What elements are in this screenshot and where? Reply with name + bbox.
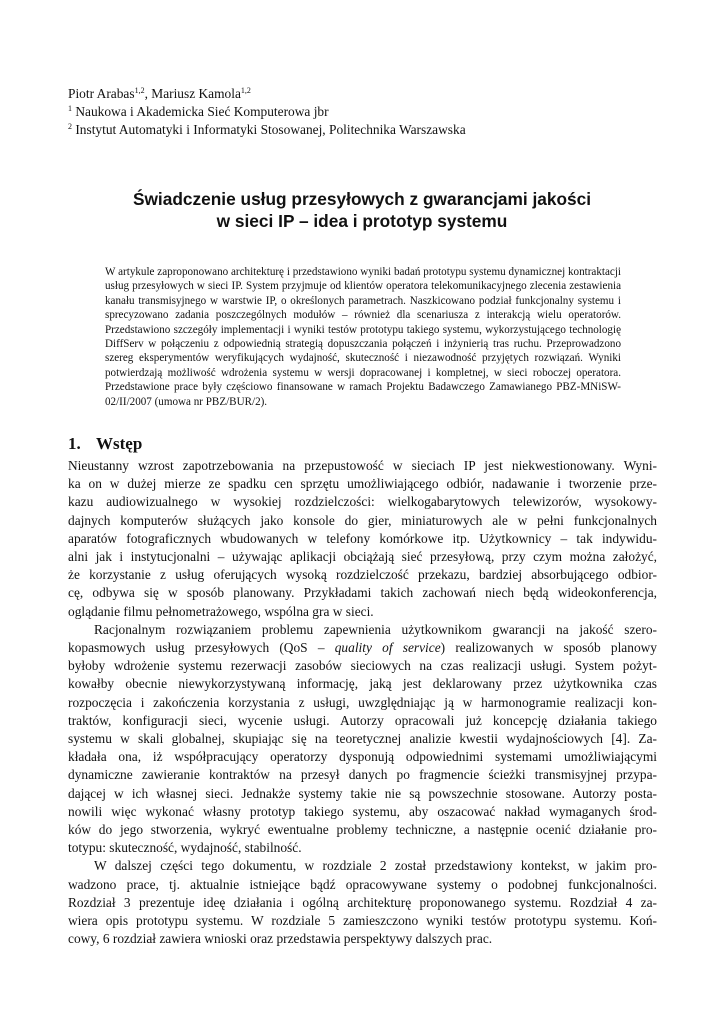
text-line: alni jak i instytucjonalni – używając aplikacji obciążają sieć przesyłową, przy czym można założyć, xyxy=(68,549,657,565)
abstract: W artykule zaproponowano architekturę i przedstawiono wyniki badań prototypu systemu dynamicznej kontraktacji usług przesyłowych w sieci IP. System przyjmuje od klientów operatora telekomunikacyjnego zlecenia zestawienia kanału transmisyjnego w warstwie IP, o określonych parametrach. Naszkicowano podział funkcjonalny systemu i sprecyzowano zadania poszczególnych modułów – również dla scenariusza z interakcją wielu operatorów. Przedstawiono szczegóły implementacji i wyniki testów prototypu takiego systemu, wykorzystującego technologię DiffServ w połączeniu z odpowiednią strategią dopuszczania połączeń i inżynierią tras ruchu. Przeprowadzono szereg eksperymentów weryfikujących wydajność, skuteczność i niezawodność przyjętych rozwiązań. Wyniki potwierdzają możliwość wdrożenia systemu w wersji dopracowanej i kompletnej, w sieci roboczej operatora. Przedstawione prace były częściowo finansowane w ramach Projektu Badawczego Zamawianego PBZ-MNiSW-02/II/2007 (umowa nr PBZ/BUR/2). xyxy=(105,266,621,408)
text-line: Rozdział 3 prezentuje ideę działania i ogólną architekturę proponowanego systemu. Rozdział 4 za- xyxy=(68,894,657,910)
text-line: kowałby obecnie niewykorzystywaną informację, jaką jest deklarowany przez użytkownika czas xyxy=(68,676,657,692)
affiliation-2 xyxy=(68,121,668,139)
text-line: wiera opis prototypu systemu. W rozdziale 5 zamieszczono wyniki testów prototypu systemu. Koń- xyxy=(68,913,657,929)
text-fragment: kopasmowych usług przesyłowych (QoS – xyxy=(68,640,335,656)
paragraph xyxy=(68,457,657,621)
affiliation-number: 1 xyxy=(68,104,72,113)
author-separator: , xyxy=(144,86,152,101)
text-line: kładała ona, iż współpracujący operatorzy dysponują odpowiednimi systemami umożliwiającymi xyxy=(68,749,657,765)
text-line: ków do jego stworzenia, wykryć ewentualne problemy techniczne, a następnie ocenić działanie pro- xyxy=(68,822,657,838)
emphasis-text: quality of service xyxy=(334,640,441,656)
title-line: w sieci IP – idea i prototyp systemu xyxy=(216,211,508,231)
paper-title xyxy=(60,188,664,232)
section-number: 1. xyxy=(68,434,81,453)
text-line: ka on w dużej mierze ze spadku cen sprzętu umożliwiającego odbiór, nadawanie i tworzenie prze- xyxy=(68,476,657,492)
text-line: aparatów fotograficznych wbudowanych w telefony komórkowe itp. Użytkownicy – tak indywidu- xyxy=(68,530,657,546)
text-line: rozpoczęcia i zakończenia korzystania z usługi, uwzględniając ją w harmonogramie realizacji kon- xyxy=(68,694,657,710)
paragraph xyxy=(68,857,657,948)
title-line: Świadczenie usług przesyłowych z gwarancjami jakości xyxy=(132,189,592,209)
text-fragment: ) realizowanych w sposób planowy xyxy=(440,640,657,656)
body-text xyxy=(68,457,657,948)
text-line: Racjonalnym rozwiązaniem problemu zapewnienia użytkownikom gwarancji na jakość szero- xyxy=(94,621,657,637)
text-line xyxy=(68,639,657,657)
section-title: Wstęp xyxy=(96,434,143,453)
text-line: totypu: skuteczność, wydajność, stabilność. xyxy=(68,840,302,856)
text-line: W dalszej części tego dokumentu, w rozdziale 2 został przedstawiony kontekst, w jakim pro- xyxy=(94,858,657,874)
text-line: że korzystanie z usług oferujących wysoką rozdzielczość przekazu, bardziej absorbującego odbior- xyxy=(68,567,657,583)
affiliation-1 xyxy=(68,103,668,121)
text-line: byłoby wdrożenie systemu rezerwacji zasobów sieciowych na czas realizacji usługi. System pożyt- xyxy=(68,658,657,674)
text-line: wadzono prace, tj. aktualnie istniejące bądź opracowywane systemy o podobnej funkcjonalności. xyxy=(68,876,657,892)
text-line: dającej w ich własnej sieci. Jednakże systemy takie nie są powszechnie stosowane. Autorzy posta- xyxy=(68,785,657,801)
text-line: dajnych komputerów służących jako konsole do gier, miniaturowych ale w pełni funkcjonalnych xyxy=(68,512,657,528)
affiliation-number: 2 xyxy=(68,122,72,131)
author-name: Piotr Arabas xyxy=(68,86,135,101)
text-line: kazu audiowizualnego w wysokiej rozdzielczości: wielkogabarytowych telewizorów, wysokowy- xyxy=(68,494,657,510)
author-names xyxy=(68,85,668,103)
text-line: dynamiczne zawieranie kontraktów na przesył danych po fragmencie ścieżki transmisyjnej przypa- xyxy=(68,767,657,783)
text-line: cowy, 6 rozdział zawiera wnioski oraz przedstawia perspektywy dalszych prac. xyxy=(68,931,493,947)
text-line: cę, odbywa się w sposób planowany. Przykładami takich zachowań niech będą wideokonferencja, xyxy=(68,585,657,601)
text-line: Nieustanny wzrost zapotrzebowania na przepustowość w sieciach IP jest niekwestionowany. Wyni- xyxy=(68,458,657,473)
text-line: traktów, konfiguracji sieci, wycenie usługi. Autorzy opracowali już koncepcję działania takiego xyxy=(68,712,657,728)
paragraph xyxy=(68,621,657,858)
affiliation-text: Instytut Automatyki i Informatyki Stosowanej, Politechnika Warszawska xyxy=(72,122,466,137)
author-block xyxy=(68,85,668,139)
affiliation-marker: 1,2 xyxy=(134,86,145,95)
text-line: nowili więc wykonać własny prototyp takiego systemu, aby oszacować nakład wymaganych środ- xyxy=(68,803,657,819)
text-line: oglądanie filmu pełnometrażowego, wspólna gra w sieci. xyxy=(68,603,374,619)
affiliation-marker: 1,2 xyxy=(240,86,251,95)
section-heading xyxy=(68,434,142,454)
affiliation-text: Naukowa i Akademicka Sieć Komputerowa jbr xyxy=(72,104,329,119)
author-name: Mariusz Kamola xyxy=(151,86,241,101)
text-line: systemu w skali globalnej, skupiając się na teoretycznej analizie kwestii wydajnościowych [4]. Za- xyxy=(68,731,657,747)
